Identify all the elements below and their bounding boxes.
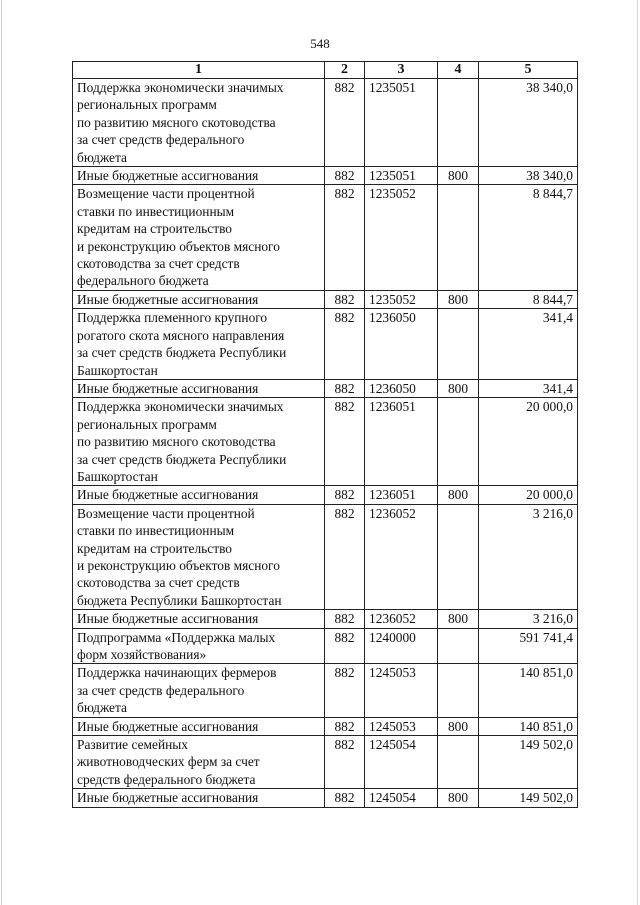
table-row bbox=[73, 504, 578, 609]
row-ministry-code: 882 bbox=[325, 79, 365, 167]
row-ministry-code: 882 bbox=[325, 486, 365, 504]
row-target-code: 1240000 bbox=[365, 628, 438, 664]
row-target-code: 1235052 bbox=[365, 290, 438, 308]
row-target-code: 1235051 bbox=[365, 167, 438, 185]
row-expense-type bbox=[438, 309, 479, 380]
row-amount: 3 216,0 bbox=[479, 610, 578, 628]
row-name: Поддержка племенного крупного рогатого скота мясного направления за счет средств бюджета Республики Башкортостан bbox=[73, 309, 325, 380]
row-name: Поддержка начинающих фермеров за счет средств федерального бюджета bbox=[73, 664, 325, 717]
row-expense-type bbox=[438, 736, 479, 789]
row-expense-type: 800 bbox=[438, 610, 479, 628]
row-amount: 38 340,0 bbox=[479, 79, 578, 167]
row-ministry-code: 882 bbox=[325, 290, 365, 308]
row-expense-type: 800 bbox=[438, 379, 479, 397]
row-amount: 341,4 bbox=[479, 379, 578, 397]
table-row bbox=[73, 379, 578, 397]
scan-edge-right bbox=[637, 0, 638, 905]
row-name: Развитие семейных животноводческих ферм за счет средств федерального бюджета bbox=[73, 736, 325, 789]
row-amount: 8 844,7 bbox=[479, 290, 578, 308]
row-expense-type: 800 bbox=[438, 789, 479, 807]
table-row bbox=[73, 717, 578, 735]
row-name: Иные бюджетные ассигнования bbox=[73, 486, 325, 504]
row-target-code: 1236051 bbox=[365, 398, 438, 486]
row-expense-type: 800 bbox=[438, 290, 479, 308]
scan-edge-left bbox=[1, 0, 2, 905]
row-target-code: 1245053 bbox=[365, 664, 438, 717]
row-expense-type bbox=[438, 185, 479, 290]
table-row bbox=[73, 309, 578, 380]
row-name: Подпрограмма «Поддержка малых форм хозяйствования» bbox=[73, 628, 325, 664]
table-row bbox=[73, 185, 578, 290]
row-ministry-code: 882 bbox=[325, 717, 365, 735]
budget-table bbox=[72, 61, 578, 808]
row-expense-type: 800 bbox=[438, 717, 479, 735]
row-ministry-code: 882 bbox=[325, 379, 365, 397]
row-expense-type bbox=[438, 664, 479, 717]
row-name: Иные бюджетные ассигнования bbox=[73, 610, 325, 628]
table-body bbox=[73, 79, 578, 808]
column-header: 5 bbox=[479, 62, 578, 79]
row-name: Иные бюджетные ассигнования bbox=[73, 290, 325, 308]
row-name: Иные бюджетные ассигнования bbox=[73, 717, 325, 735]
row-amount: 149 502,0 bbox=[479, 789, 578, 807]
row-expense-type bbox=[438, 504, 479, 609]
row-amount: 341,4 bbox=[479, 309, 578, 380]
row-target-code: 1245054 bbox=[365, 789, 438, 807]
row-amount: 591 741,4 bbox=[479, 628, 578, 664]
row-target-code: 1236052 bbox=[365, 504, 438, 609]
table-row bbox=[73, 79, 578, 167]
row-amount: 20 000,0 bbox=[479, 486, 578, 504]
row-target-code: 1245053 bbox=[365, 717, 438, 735]
row-target-code: 1235051 bbox=[365, 79, 438, 167]
row-amount: 140 851,0 bbox=[479, 664, 578, 717]
row-ministry-code: 882 bbox=[325, 504, 365, 609]
column-header: 2 bbox=[325, 62, 365, 79]
row-target-code: 1236052 bbox=[365, 610, 438, 628]
table-row bbox=[73, 736, 578, 789]
row-ministry-code: 882 bbox=[325, 398, 365, 486]
row-ministry-code: 882 bbox=[325, 610, 365, 628]
row-expense-type: 800 bbox=[438, 486, 479, 504]
row-name: Иные бюджетные ассигнования bbox=[73, 167, 325, 185]
row-target-code: 1236050 bbox=[365, 379, 438, 397]
table-row bbox=[73, 628, 578, 664]
row-name: Иные бюджетные ассигнования bbox=[73, 379, 325, 397]
row-ministry-code: 882 bbox=[325, 789, 365, 807]
row-ministry-code: 882 bbox=[325, 309, 365, 380]
row-ministry-code: 882 bbox=[325, 664, 365, 717]
table-row bbox=[73, 789, 578, 807]
table-row bbox=[73, 167, 578, 185]
column-header: 3 bbox=[365, 62, 438, 79]
column-header: 4 bbox=[438, 62, 479, 79]
row-amount: 20 000,0 bbox=[479, 398, 578, 486]
row-amount: 140 851,0 bbox=[479, 717, 578, 735]
row-ministry-code: 882 bbox=[325, 736, 365, 789]
row-name: Поддержка экономически значимых региональных программ по развитию мясного скотоводства за счет средств бюджета Республики Башкортостан bbox=[73, 398, 325, 486]
row-target-code: 1236051 bbox=[365, 486, 438, 504]
row-amount: 8 844,7 bbox=[479, 185, 578, 290]
row-name: Возмещение части процентной ставки по инвестиционным кредитам на строительство и реконструкцию объектов мясного скотоводства за счет средств федерального бюджета bbox=[73, 185, 325, 290]
row-target-code: 1245054 bbox=[365, 736, 438, 789]
row-name: Иные бюджетные ассигнования bbox=[73, 789, 325, 807]
table-row bbox=[73, 290, 578, 308]
column-header: 1 bbox=[73, 62, 325, 79]
row-target-code: 1236050 bbox=[365, 309, 438, 380]
row-ministry-code: 882 bbox=[325, 628, 365, 664]
page-number: 548 bbox=[310, 36, 330, 51]
row-amount: 38 340,0 bbox=[479, 167, 578, 185]
table-row bbox=[73, 486, 578, 504]
row-name: Возмещение части процентной ставки по инвестиционным кредитам на строительство и реконструкцию объектов мясного скотоводства за счет средств бюджета Республики Башкортостан bbox=[73, 504, 325, 609]
table-row bbox=[73, 664, 578, 717]
row-expense-type bbox=[438, 79, 479, 167]
row-expense-type bbox=[438, 398, 479, 486]
row-expense-type: 800 bbox=[438, 167, 479, 185]
row-target-code: 1235052 bbox=[365, 185, 438, 290]
row-amount: 149 502,0 bbox=[479, 736, 578, 789]
row-expense-type bbox=[438, 628, 479, 664]
header-row bbox=[73, 62, 578, 79]
row-ministry-code: 882 bbox=[325, 167, 365, 185]
row-name: Поддержка экономически значимых региональных программ по развитию мясного скотоводства за счет средств федерального бюджета bbox=[73, 79, 325, 167]
row-amount: 3 216,0 bbox=[479, 504, 578, 609]
row-ministry-code: 882 bbox=[325, 185, 365, 290]
table-row bbox=[73, 398, 578, 486]
table-row bbox=[73, 610, 578, 628]
